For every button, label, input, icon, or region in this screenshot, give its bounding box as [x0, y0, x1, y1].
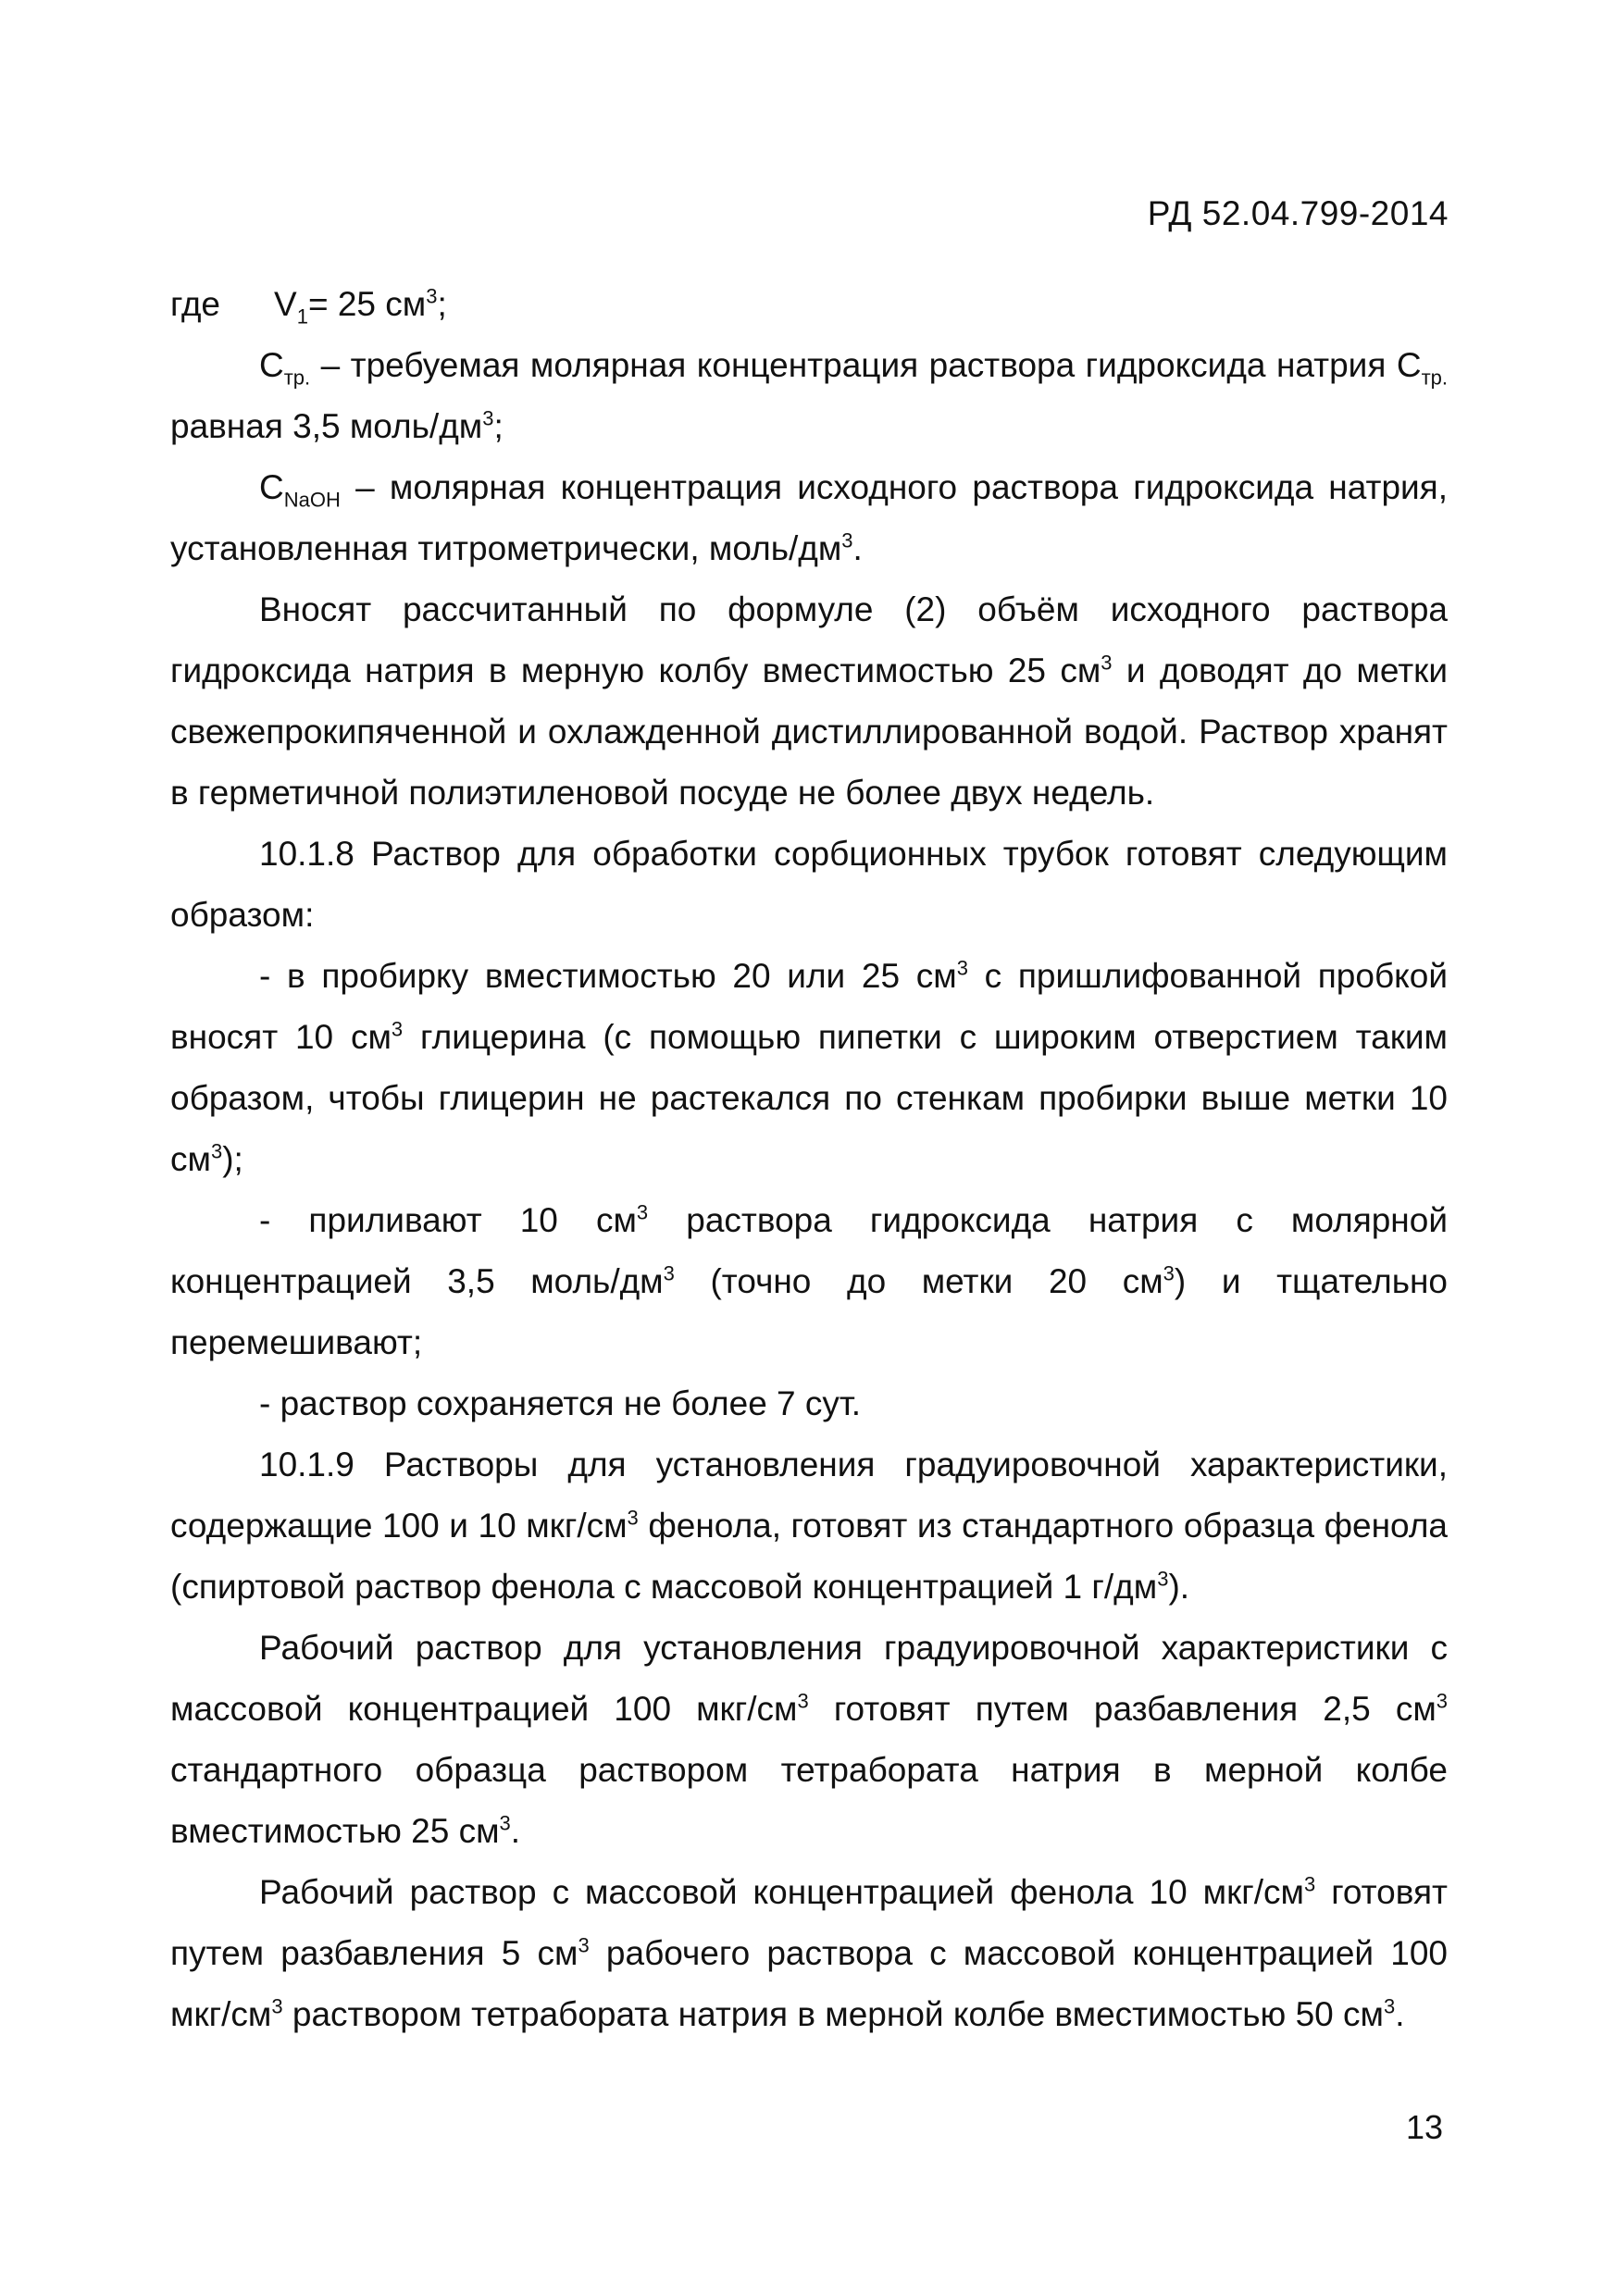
paragraph-vnosyat	[170, 579, 1448, 824]
v1-symbol: V	[274, 285, 297, 323]
item1-text-2: с пришлифованной пробкой вносят 10 см	[170, 957, 1448, 1056]
w100-sup-1: 3	[797, 1689, 809, 1713]
list-item-1	[170, 946, 1448, 1190]
item2-sup-1: 3	[636, 1200, 649, 1224]
cnaoh-superscript: 3	[841, 528, 853, 552]
definition-cnaoh	[170, 457, 1448, 579]
w10-text-3: рабочего раствора с массовой концентрацией 100 мкг/см	[170, 1934, 1448, 2033]
v1-end: ;	[437, 285, 447, 323]
ctr-subscript: тр.	[283, 366, 311, 390]
w10-sup-2: 3	[578, 1933, 590, 1957]
page-body	[170, 274, 1448, 2045]
w10-sup-1: 3	[1303, 1872, 1316, 1896]
w10-text-4: раствором тетрабората натрия в мерной колбе вместимостью 50 см	[282, 1995, 1384, 2033]
paragraph-working-10	[170, 1862, 1448, 2045]
ctr-end: ;	[493, 407, 504, 445]
item1-sup-1: 3	[956, 956, 968, 980]
paragraph-10-1-8: 10.1.8 Раствор для обработки сорбционных трубок готовят следующим образом:	[170, 835, 1448, 934]
ctr-text-1: – требуемая молярная концентрация раствора гидроксида натрия С	[310, 346, 1422, 384]
cnaoh-subscript: NaOH	[283, 488, 341, 512]
list-item-2	[170, 1190, 1448, 1373]
vnosyat-sup-1: 3	[1101, 651, 1113, 675]
cnaoh-end: .	[852, 529, 863, 567]
v1-subscript: 1	[296, 304, 308, 329]
item1-text-3: глицерина (с помощью пипетки с широким отверстием таким образом, чтобы глицерин не растекался по стенкам пробирки выше метки 10 см	[170, 1018, 1448, 1178]
vnosyat-text-1: Вносят рассчитанный по формуле (2) объём исходного раствора гидроксида натрия в мерную колбу вместимостью 25 см	[170, 590, 1448, 689]
cnaoh-symbol: С	[259, 468, 284, 506]
ctr-text-2: равная 3,5 моль/дм	[170, 407, 483, 445]
w10-text-5: .	[1395, 1995, 1405, 2033]
item1-text-4: );	[222, 1140, 243, 1178]
p1019-sup-1: 3	[627, 1506, 639, 1530]
w10-sup-4: 3	[1383, 1994, 1396, 2018]
item2-sup-2: 3	[663, 1261, 675, 1285]
w100-text-2: готовят путем разбавления 2,5 см	[808, 1690, 1437, 1728]
cnaoh-text: – молярная концентрация исходного раствора гидроксида натрия, установленная титрометрически, моль/дм	[170, 468, 1448, 567]
w100-text-1: Рабочий раствор для установления градуировочной характеристики с массовой концентрацией 100 мкг/см	[170, 1629, 1448, 1728]
item2-text-3: (точно до метки 20 см	[674, 1262, 1163, 1300]
list-item-3: - раствор сохраняется не более 7 сут.	[259, 1384, 862, 1422]
w100-text-3: стандартного образца раствором тетрабората натрия в мерной колбе вместимостью 25 см	[170, 1751, 1448, 1850]
w10-sup-3: 3	[271, 1994, 283, 2018]
w100-sup-2: 3	[1436, 1689, 1449, 1713]
definition-ctr	[170, 335, 1448, 457]
item2-text-1: - приливают 10 см	[259, 1201, 637, 1239]
v1-superscript: 3	[426, 284, 438, 308]
item2-text-4: ) и тщательно перемешивают;	[170, 1262, 1448, 1361]
ctr-superscript: 3	[482, 406, 494, 430]
w100-sup-3: 3	[499, 1811, 511, 1835]
w10-text-1: Рабочий раствор с массовой концентрацией фенола 10 мкг/см	[259, 1873, 1304, 1911]
item2-sup-3: 3	[1163, 1261, 1175, 1285]
ctr-symbol: С	[259, 346, 284, 384]
page-number: 13	[1405, 2108, 1443, 2146]
where-line	[170, 274, 1448, 335]
where-label: где	[170, 285, 221, 323]
paragraph-10-1-9	[170, 1434, 1448, 1618]
p1019-text-2: фенола, готовят из стандартного образца фенола (спиртовой раствор фенола с массовой концентрацией 1 г/дм	[170, 1507, 1448, 1606]
ctr-subscript-2: тр.	[1421, 366, 1448, 390]
p1019-sup-2: 3	[1157, 1567, 1169, 1591]
page-header-doc-code: РД 52.04.799-2014	[1147, 194, 1449, 232]
v1-value: = 25 см	[307, 285, 427, 323]
paragraph-working-100	[170, 1618, 1448, 1862]
p1019-text-1: 10.1.9 Растворы для установления градуировочной характеристики, содержащие 100 и 10 мкг/см	[170, 1446, 1448, 1545]
vnosyat-text-2: и доводят до метки свежепрокипяченной и охлажденной дистиллированной водой. Раствор хранят в герметичной полиэтиленовой посуде не более двух недель.	[170, 652, 1448, 812]
item1-sup-2: 3	[391, 1017, 404, 1041]
w100-text-4: .	[510, 1812, 521, 1850]
item2-text-2: раствора гидроксида натрия с молярной концентрацией 3,5 моль/дм	[170, 1201, 1448, 1300]
item1-sup-3: 3	[210, 1139, 223, 1163]
p1019-text-3: ).	[1168, 1568, 1190, 1606]
where-v1	[274, 274, 447, 335]
item1-text-1: - в пробирку вместимостью 20 или 25 см	[259, 957, 957, 995]
w10-text-2: готовят путем разбавления 5 см	[170, 1873, 1448, 1972]
